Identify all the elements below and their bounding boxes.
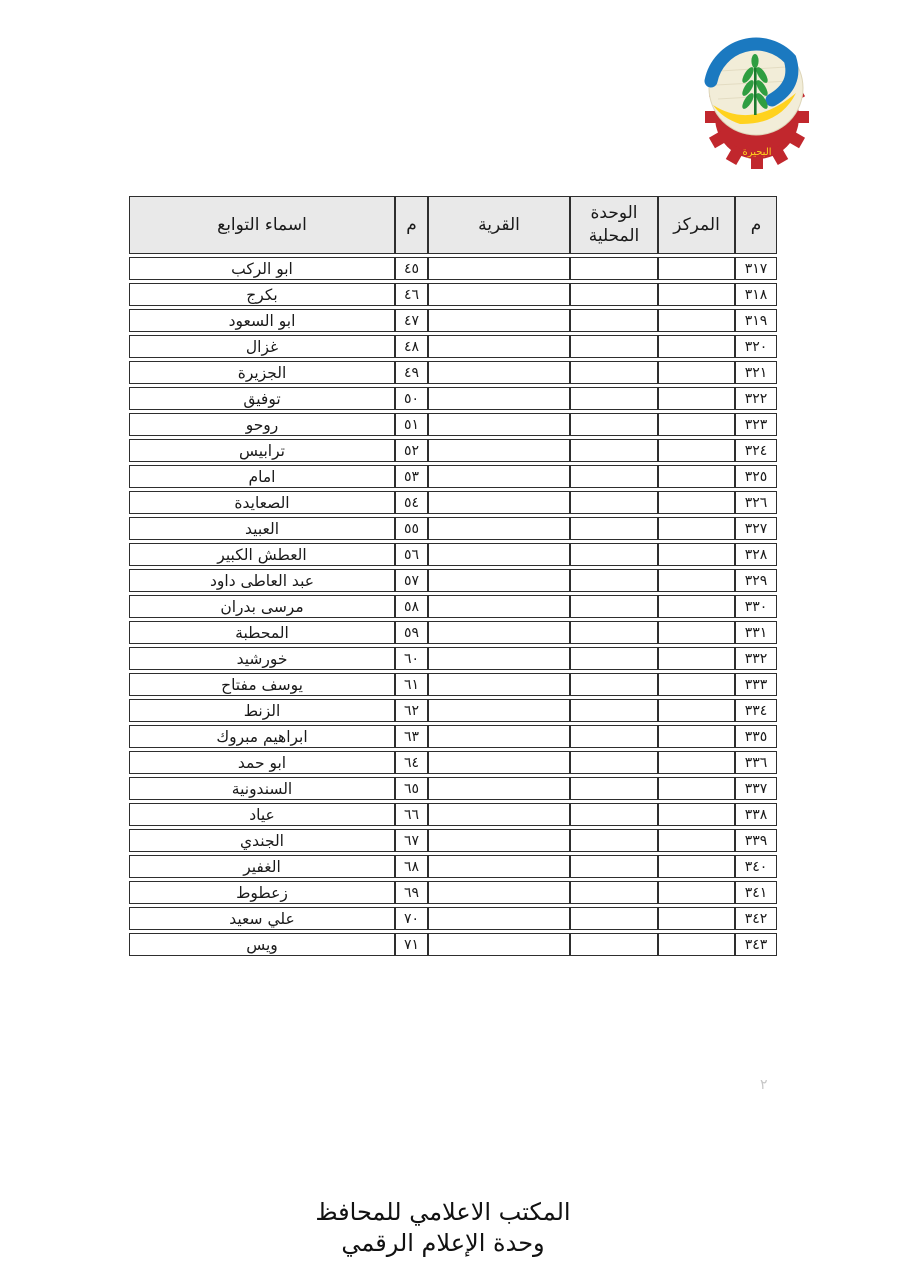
cell-sub-serial: ٥١ xyxy=(395,413,428,436)
cell-village xyxy=(428,751,570,774)
cell-village xyxy=(428,491,570,514)
cell-markaz xyxy=(658,335,735,358)
cell-dependent-name: ويس xyxy=(129,933,395,956)
table-row xyxy=(129,309,777,332)
cell-village xyxy=(428,309,570,332)
cell-sub-serial: ٦٥ xyxy=(395,777,428,800)
cell-dependent-name: امام xyxy=(129,465,395,488)
table-row xyxy=(129,673,777,696)
faint-page-mark: ٢ xyxy=(760,1077,768,1093)
cell-sub-serial: ٥٥ xyxy=(395,517,428,540)
cell-dependent-name: الغفير xyxy=(129,855,395,878)
table-row xyxy=(129,699,777,722)
cell-village xyxy=(428,257,570,280)
cell-markaz xyxy=(658,465,735,488)
cell-sub-serial: ٦٢ xyxy=(395,699,428,722)
cell-markaz xyxy=(658,309,735,332)
cell-local-unit xyxy=(570,621,658,644)
cell-dependent-name: توفيق xyxy=(129,387,395,410)
cell-markaz xyxy=(658,933,735,956)
table-row xyxy=(129,283,777,306)
cell-markaz xyxy=(658,361,735,384)
header-row xyxy=(129,196,777,254)
cell-markaz xyxy=(658,257,735,280)
cell-local-unit xyxy=(570,647,658,670)
cell-local-unit xyxy=(570,257,658,280)
cell-markaz xyxy=(658,439,735,462)
cell-local-unit xyxy=(570,673,658,696)
table-row xyxy=(129,881,777,904)
cell-markaz xyxy=(658,907,735,930)
footer-credit xyxy=(0,1197,886,1259)
cell-village xyxy=(428,361,570,384)
cell-dependent-name: علي سعيد xyxy=(129,907,395,930)
cell-local-unit xyxy=(570,439,658,462)
cell-sub-serial: ٦٠ xyxy=(395,647,428,670)
cell-dependent-name: الصعايدة xyxy=(129,491,395,514)
cell-dependent-name: مرسى بدران xyxy=(129,595,395,618)
table-row xyxy=(129,387,777,410)
cell-sub-serial: ٧١ xyxy=(395,933,428,956)
cell-local-unit xyxy=(570,309,658,332)
cell-serial: ٣٢٤ xyxy=(735,439,777,462)
cell-serial: ٣٣٧ xyxy=(735,777,777,800)
cell-sub-serial: ٦٧ xyxy=(395,829,428,852)
logo-label: البحيرة xyxy=(742,147,772,158)
table-row xyxy=(129,543,777,566)
cell-markaz xyxy=(658,595,735,618)
footer-line-2: وحدة الإعلام الرقمي xyxy=(341,1229,545,1257)
cell-village xyxy=(428,621,570,644)
cell-dependent-name: يوسف مفتاح xyxy=(129,673,395,696)
cell-sub-serial: ٥٧ xyxy=(395,569,428,592)
cell-local-unit xyxy=(570,699,658,722)
table-row xyxy=(129,907,777,930)
cell-markaz xyxy=(658,855,735,878)
table-row xyxy=(129,517,777,540)
cell-local-unit xyxy=(570,855,658,878)
col-header-serial: م xyxy=(735,196,777,254)
cell-sub-serial: ٥٢ xyxy=(395,439,428,462)
cell-dependent-name: ابو حمد xyxy=(129,751,395,774)
cell-sub-serial: ٦٩ xyxy=(395,881,428,904)
cell-serial: ٣٣١ xyxy=(735,621,777,644)
table-row xyxy=(129,465,777,488)
cell-local-unit xyxy=(570,803,658,826)
cell-village xyxy=(428,829,570,852)
cell-dependent-name: ترابيس xyxy=(129,439,395,462)
table-row xyxy=(129,777,777,800)
beheira-governorate-logo-icon xyxy=(690,33,824,171)
cell-sub-serial: ٥٠ xyxy=(395,387,428,410)
cell-local-unit xyxy=(570,881,658,904)
cell-markaz xyxy=(658,725,735,748)
cell-village xyxy=(428,413,570,436)
cell-sub-serial: ٥٤ xyxy=(395,491,428,514)
cell-sub-serial: ٤٥ xyxy=(395,257,428,280)
cell-sub-serial: ٦٨ xyxy=(395,855,428,878)
cell-markaz xyxy=(658,699,735,722)
cell-local-unit xyxy=(570,413,658,436)
cell-village xyxy=(428,465,570,488)
cell-local-unit xyxy=(570,751,658,774)
table-row xyxy=(129,335,777,358)
cell-dependent-name: الجزيرة xyxy=(129,361,395,384)
cell-dependent-name: العبيد xyxy=(129,517,395,540)
cell-dependent-name: خورشيد xyxy=(129,647,395,670)
cell-dependent-name: عياد xyxy=(129,803,395,826)
cell-dependent-name: روحو xyxy=(129,413,395,436)
col-header-markaz: المركز xyxy=(658,196,735,254)
cell-serial: ٣٢٢ xyxy=(735,387,777,410)
cell-dependent-name: غزال xyxy=(129,335,395,358)
cell-village xyxy=(428,387,570,410)
cell-serial: ٣٣٤ xyxy=(735,699,777,722)
cell-serial: ٣٢٧ xyxy=(735,517,777,540)
cell-sub-serial: ٦٦ xyxy=(395,803,428,826)
table-row xyxy=(129,751,777,774)
cell-sub-serial: ٤٩ xyxy=(395,361,428,384)
cell-local-unit xyxy=(570,595,658,618)
cell-dependent-name: عبد العاطى داود xyxy=(129,569,395,592)
table-row xyxy=(129,803,777,826)
cell-serial: ٣١٧ xyxy=(735,257,777,280)
cell-serial: ٣٤١ xyxy=(735,881,777,904)
cell-markaz xyxy=(658,647,735,670)
table-row xyxy=(129,725,777,748)
cell-sub-serial: ٤٧ xyxy=(395,309,428,332)
cell-sub-serial: ٥٣ xyxy=(395,465,428,488)
cell-local-unit xyxy=(570,335,658,358)
table-row xyxy=(129,569,777,592)
cell-local-unit xyxy=(570,491,658,514)
cell-village xyxy=(428,647,570,670)
cell-village xyxy=(428,803,570,826)
cell-local-unit xyxy=(570,283,658,306)
cell-sub-serial: ٦٤ xyxy=(395,751,428,774)
cell-local-unit xyxy=(570,387,658,410)
cell-village xyxy=(428,595,570,618)
cell-local-unit xyxy=(570,933,658,956)
cell-markaz xyxy=(658,491,735,514)
cell-local-unit xyxy=(570,777,658,800)
cell-markaz xyxy=(658,673,735,696)
cell-village xyxy=(428,283,570,306)
cell-serial: ٣٤٠ xyxy=(735,855,777,878)
col-header-dependents: اسماء التوابع xyxy=(129,196,395,254)
cell-serial: ٣٣٦ xyxy=(735,751,777,774)
cell-sub-serial: ٥٩ xyxy=(395,621,428,644)
cell-village xyxy=(428,725,570,748)
cell-markaz xyxy=(658,777,735,800)
cell-serial: ٣٤٣ xyxy=(735,933,777,956)
table-row xyxy=(129,413,777,436)
table-row xyxy=(129,855,777,878)
table-row xyxy=(129,621,777,644)
cell-village xyxy=(428,517,570,540)
cell-village xyxy=(428,543,570,566)
cell-markaz xyxy=(658,517,735,540)
cell-dependent-name: ابراهيم مبروك xyxy=(129,725,395,748)
cell-dependent-name: ابو الركب xyxy=(129,257,395,280)
cell-serial: ٣١٩ xyxy=(735,309,777,332)
cell-serial: ٣٣٠ xyxy=(735,595,777,618)
cell-markaz xyxy=(658,387,735,410)
cell-sub-serial: ٧٠ xyxy=(395,907,428,930)
cell-markaz xyxy=(658,829,735,852)
table-row xyxy=(129,257,777,280)
footer-line-1: المكتب الاعلامي للمحافظ xyxy=(315,1198,571,1226)
cell-village xyxy=(428,335,570,358)
cell-sub-serial: ٤٨ xyxy=(395,335,428,358)
cell-dependent-name: الزنط xyxy=(129,699,395,722)
cell-village xyxy=(428,569,570,592)
cell-dependent-name: ابو السعود xyxy=(129,309,395,332)
cell-dependent-name: السندونية xyxy=(129,777,395,800)
cell-serial: ٣٣٣ xyxy=(735,673,777,696)
cell-markaz xyxy=(658,543,735,566)
cell-serial: ٣٣٥ xyxy=(735,725,777,748)
cell-local-unit xyxy=(570,543,658,566)
cell-serial: ٣١٨ xyxy=(735,283,777,306)
table-row xyxy=(129,439,777,462)
cell-village xyxy=(428,933,570,956)
cell-sub-serial: ٥٨ xyxy=(395,595,428,618)
table-row xyxy=(129,647,777,670)
cell-local-unit xyxy=(570,361,658,384)
table-row xyxy=(129,361,777,384)
cell-serial: ٣٢٨ xyxy=(735,543,777,566)
cell-village xyxy=(428,855,570,878)
cell-serial: ٣٣٢ xyxy=(735,647,777,670)
cell-village xyxy=(428,439,570,462)
cell-village xyxy=(428,777,570,800)
cell-serial: ٣٢٣ xyxy=(735,413,777,436)
table-row xyxy=(129,491,777,514)
cell-markaz xyxy=(658,803,735,826)
col-header-sub-serial: م xyxy=(395,196,428,254)
cell-markaz xyxy=(658,413,735,436)
cell-serial: ٣٣٨ xyxy=(735,803,777,826)
cell-village xyxy=(428,673,570,696)
cell-markaz xyxy=(658,881,735,904)
cell-local-unit xyxy=(570,465,658,488)
cell-village xyxy=(428,699,570,722)
cell-local-unit xyxy=(570,517,658,540)
cell-dependent-name: بكرج xyxy=(129,283,395,306)
cell-serial: ٣٢٥ xyxy=(735,465,777,488)
cell-local-unit xyxy=(570,829,658,852)
cell-dependent-name: زعطوط xyxy=(129,881,395,904)
cell-sub-serial: ٥٦ xyxy=(395,543,428,566)
cell-sub-serial: ٦٣ xyxy=(395,725,428,748)
cell-local-unit xyxy=(570,569,658,592)
cell-dependent-name: العطش الكبير xyxy=(129,543,395,566)
villages-table xyxy=(129,193,777,959)
cell-village xyxy=(428,907,570,930)
cell-serial: ٣٢٠ xyxy=(735,335,777,358)
cell-local-unit xyxy=(570,725,658,748)
cell-markaz xyxy=(658,621,735,644)
table-row xyxy=(129,829,777,852)
cell-markaz xyxy=(658,569,735,592)
cell-village xyxy=(428,881,570,904)
cell-markaz xyxy=(658,751,735,774)
cell-dependent-name: الجندي xyxy=(129,829,395,852)
cell-local-unit xyxy=(570,907,658,930)
table-body xyxy=(129,257,777,956)
cell-markaz xyxy=(658,283,735,306)
cell-dependent-name: المحطبة xyxy=(129,621,395,644)
cell-serial: ٣٣٩ xyxy=(735,829,777,852)
col-header-village: القرية xyxy=(428,196,570,254)
cell-serial: ٣٢٩ xyxy=(735,569,777,592)
table-row xyxy=(129,595,777,618)
cell-serial: ٣٢١ xyxy=(735,361,777,384)
cell-sub-serial: ٦١ xyxy=(395,673,428,696)
cell-sub-serial: ٤٦ xyxy=(395,283,428,306)
col-header-local-unit: الوحدة المحلية xyxy=(570,196,658,254)
table-row xyxy=(129,933,777,956)
cell-serial: ٣٤٢ xyxy=(735,907,777,930)
cell-serial: ٣٢٦ xyxy=(735,491,777,514)
